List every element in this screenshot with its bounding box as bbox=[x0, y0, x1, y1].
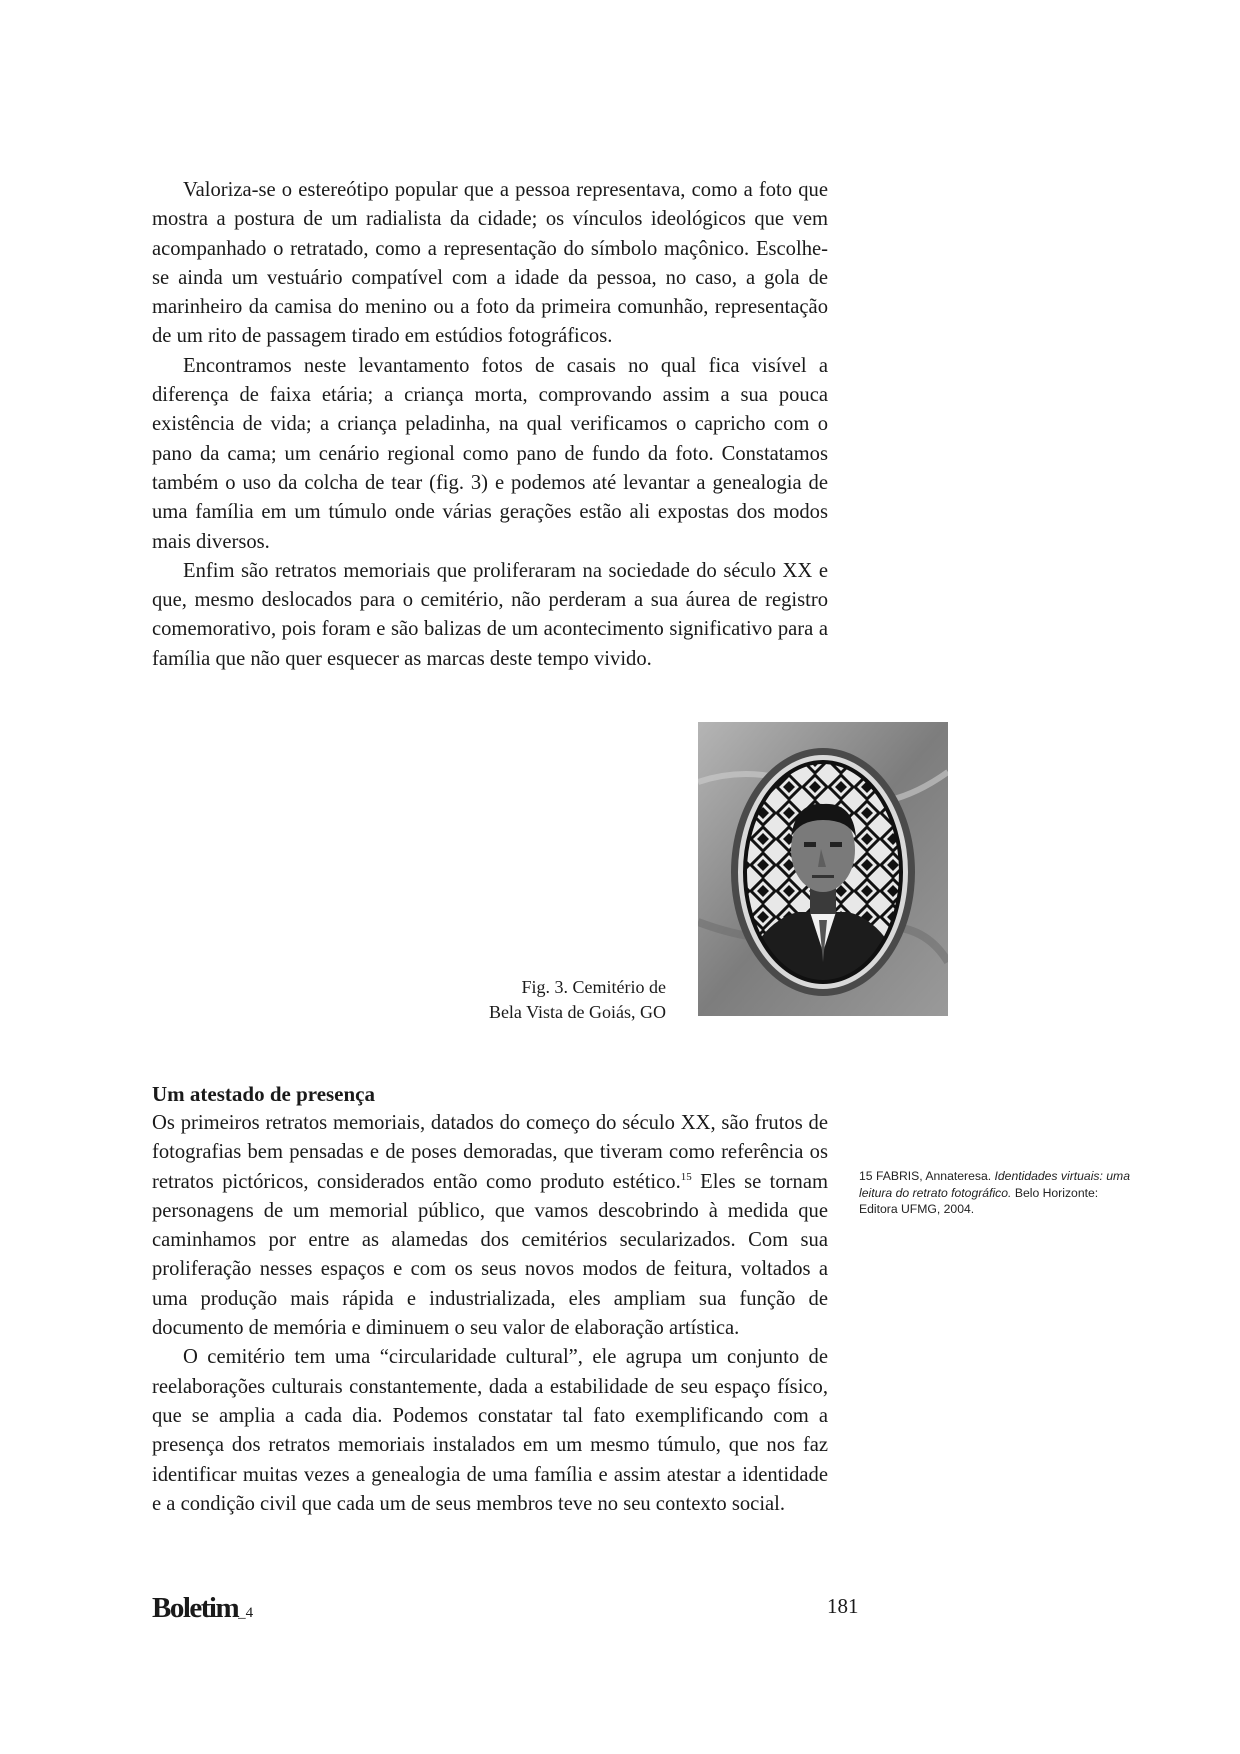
cemetery-portrait-photo bbox=[698, 722, 948, 1016]
paragraph: Enfim são retratos memoriais que proliferaram na sociedade do século XX e que, mesmo deslocados para o cemitério, não perderam a sua áurea de registro comemorativo, pois foram e são balizas de um acontecimento significativo para a família que não quer esquecer as marcas deste tempo vivido. bbox=[152, 559, 828, 670]
paragraph-text: Os primeiros retratos memoriais, datados do começo do século XX, são frutos de fotografias bem pensadas e de poses demoradas, que tiveram como referência os retratos pictóricos, considerados então como produto estético. bbox=[152, 1112, 828, 1193]
page-number: 181 bbox=[827, 1594, 859, 1618]
journal-name: Boletim bbox=[152, 1592, 239, 1624]
paragraph bbox=[152, 1109, 828, 1343]
paragraph: Encontramos neste levantamento fotos de casais no qual fica visível a diferença de faixa etária; a criança morta, comprovando assim a sua pouca existência de vida; a criança peladinha, na qual verificamos o capricho com o pano da cama; um cenário regional como pano de fundo da foto. Constatamos também o uso da colcha de tear (fig. 3) e podemos até levantar a genealogia de uma família em um túmulo onde várias gerações estão ali expostas dos modos mais diversos. bbox=[152, 354, 828, 553]
caption-line: Fig. 3. Cemitério de bbox=[521, 977, 666, 997]
footnote bbox=[859, 1168, 1139, 1218]
footnote-tail: Belo Horizonte: Editora UFMG, 2004. bbox=[859, 1185, 1099, 1216]
journal-logo bbox=[152, 1592, 253, 1625]
journal-edition: _4 bbox=[238, 1605, 254, 1621]
paragraph-text: Eles se tornam personagens de um memorial público, que vamos descobrindo à medida que caminhamos por entre as alamedas dos cemitérios secularizados. Com sua proliferação nesses espaços e com os seus novos modos de feitura, voltados a uma produção mais rápida e industrializada, eles ampliam sua função de documento de memória e diminuem o seu valor de elaboração artística. bbox=[152, 1170, 828, 1340]
body-text-top bbox=[152, 176, 828, 674]
footnote-lead: 15 FABRIS, Annateresa. bbox=[859, 1169, 995, 1183]
figure-caption bbox=[489, 975, 666, 1025]
footnote-reference[interactable]: 15 bbox=[680, 1170, 692, 1183]
body-text-bottom bbox=[152, 1109, 828, 1519]
footnote-title: Identidades virtuais: uma leitura do retrato fotográfico. bbox=[859, 1169, 1130, 1200]
section-heading: Um atestado de presença bbox=[152, 1082, 376, 1106]
paragraph: O cemitério tem uma “circularidade cultural”, ele agrupa um conjunto de reelaborações culturais constantemente, dada a estabilidade de seu espaço físico, que se amplia a cada dia. Podemos constatar tal fato exemplificando com a presença dos retratos memoriais instalados em um mesmo túmulo, que nos faz identificar muitas vezes a genealogia de uma família e assim atestar a identidade e a condição civil que cada um de seus membros teve no seu contexto social. bbox=[152, 1346, 828, 1515]
paragraph: Valoriza-se o estereótipo popular que a pessoa representava, como a foto que mostra a postura de um radialista da cidade; os vínculos ideológicos que vem acompanhado o retratado, como a representação do símbolo maçônico. Escolhe-se ainda um vestuário compatível com a idade da pessoa, no caso, a gola de marinheiro da camisa do menino ou a foto da primeira comunhão, representação de um rito de passagem tirado em estúdios fotográficos. bbox=[152, 179, 828, 348]
caption-line: Bela Vista de Goiás, GO bbox=[488, 1002, 666, 1022]
portrait-image bbox=[698, 722, 948, 1016]
